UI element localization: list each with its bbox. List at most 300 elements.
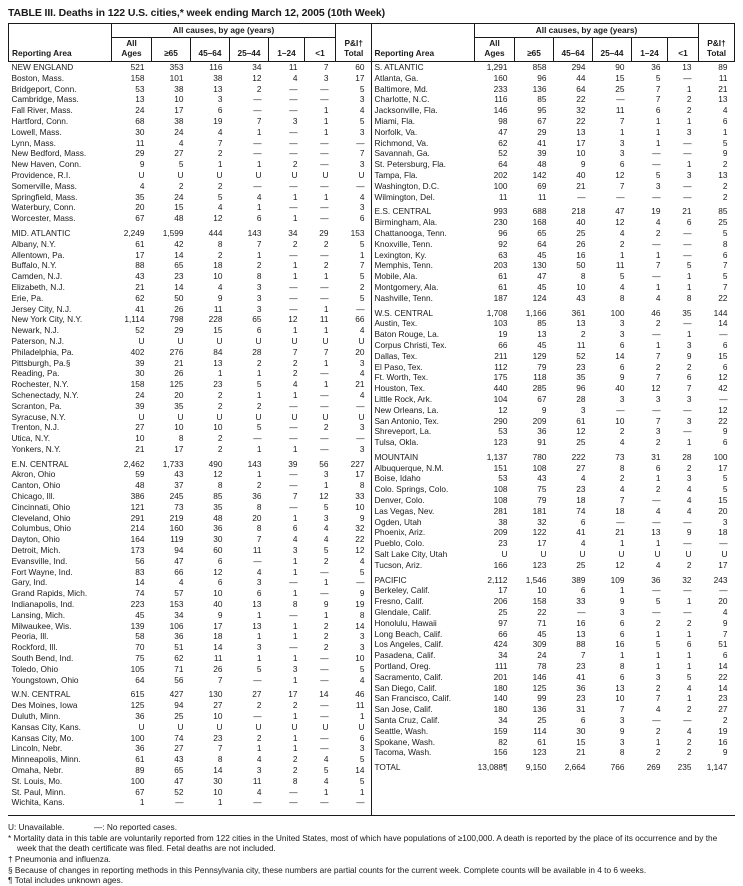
- value-cell: 39: [135, 400, 145, 411]
- value-cell: 25: [718, 217, 728, 228]
- value-cell: —: [289, 797, 298, 808]
- value-cell: U: [138, 721, 145, 732]
- col-header-under1: <1: [305, 38, 336, 62]
- value-cell: 26: [213, 663, 223, 674]
- value-cell: —: [175, 797, 184, 808]
- value-cell: 209: [532, 415, 547, 426]
- value-cell: 27: [213, 700, 223, 711]
- value-cell: 34: [288, 227, 298, 238]
- reporting-area-cell: Syracuse, N.Y.: [11, 411, 66, 422]
- value-cell: 6: [722, 339, 728, 350]
- reporting-area-cell: Providence, R.I.: [11, 169, 71, 180]
- value-cell: 281: [493, 505, 508, 516]
- value-cell: 14: [355, 620, 365, 631]
- value-cell: 3: [292, 115, 298, 126]
- value-cell: 82: [498, 736, 508, 747]
- value-cell: 4: [619, 281, 625, 292]
- value-cell: 21: [576, 180, 586, 191]
- value-cell: 10: [135, 433, 145, 444]
- value-cell: —: [289, 400, 298, 411]
- value-cell: 19: [651, 206, 661, 217]
- value-cell: 9: [217, 609, 223, 620]
- reporting-area-cell: Houston, Tex.: [374, 383, 426, 394]
- value-cell: 47: [615, 206, 625, 217]
- value-cell: 1: [292, 743, 298, 754]
- value-cell: 75: [135, 653, 145, 664]
- reporting-area-cell: Sacramento, Calif.: [374, 671, 443, 682]
- value-cell: 8: [619, 292, 625, 303]
- value-cell: 136: [532, 704, 547, 715]
- value-cell: —: [320, 292, 329, 303]
- value-cell: 2: [686, 105, 692, 116]
- reporting-area-cell: W.N. CENTRAL: [11, 689, 71, 700]
- value-cell: 50: [174, 292, 184, 303]
- value-cell: 121: [130, 501, 145, 512]
- value-cell: 4: [359, 389, 365, 400]
- value-cell: 1: [323, 325, 329, 336]
- reporting-area-cell: Las Vegas, Nev.: [374, 505, 435, 516]
- value-cell: 2: [217, 400, 223, 411]
- reporting-area-cell: San Jose, Calif.: [374, 704, 433, 715]
- value-cell: 24: [174, 191, 184, 202]
- reporting-area-cell: Wichita, Kans.: [11, 797, 65, 808]
- value-cell: U: [322, 721, 329, 732]
- value-cell: 32: [537, 516, 547, 527]
- value-cell: 1: [686, 596, 692, 607]
- reporting-area-cell: Salt Lake City, Utah: [374, 549, 448, 560]
- value-cell: 125: [130, 700, 145, 711]
- value-cell: 14: [319, 689, 329, 700]
- value-cell: 1: [359, 249, 365, 260]
- value-cell: 290: [493, 415, 508, 426]
- city-row: [372, 737, 735, 748]
- value-cell: 3: [686, 169, 692, 180]
- value-cell: 4: [359, 191, 365, 202]
- value-cell: 9: [686, 350, 692, 361]
- value-cell: 3: [619, 148, 625, 159]
- value-cell: U: [138, 335, 145, 346]
- value-cell: —: [320, 368, 329, 379]
- value-cell: 1: [655, 538, 661, 549]
- value-cell: 1: [655, 650, 661, 661]
- reporting-area-cell: Utica, N.Y.: [11, 433, 51, 444]
- value-cell: 13: [682, 62, 692, 72]
- value-cell: U: [138, 169, 145, 180]
- value-cell: 228: [208, 314, 223, 325]
- value-cell: 47: [498, 126, 508, 137]
- value-cell: 39: [135, 357, 145, 368]
- section-total-row: [372, 452, 735, 463]
- value-cell: 8: [580, 271, 586, 282]
- value-cell: 4: [686, 505, 692, 516]
- value-cell: 118: [533, 372, 547, 383]
- value-cell: 9: [722, 747, 728, 758]
- city-row: [9, 347, 372, 358]
- value-cell: 5: [619, 271, 625, 282]
- city-row: [372, 629, 735, 640]
- value-cell: —: [356, 303, 365, 314]
- value-cell: 4: [139, 180, 145, 191]
- value-cell: 243: [713, 574, 728, 585]
- value-cell: 780: [532, 451, 547, 462]
- col-header-all-ages: All Ages: [475, 38, 515, 62]
- value-cell: 35: [213, 501, 223, 512]
- value-cell: 2: [323, 238, 329, 249]
- value-cell: —: [652, 191, 661, 202]
- city-row: [9, 765, 372, 776]
- city-row: [372, 437, 735, 448]
- reporting-area-cell: Youngstown, Ohio: [11, 674, 79, 685]
- value-cell: —: [253, 674, 262, 685]
- value-cell: 1: [292, 653, 298, 664]
- value-cell: 13: [615, 682, 625, 693]
- pi-total-header: [699, 24, 735, 62]
- city-row: [9, 491, 372, 502]
- city-row: [9, 502, 372, 513]
- value-cell: —: [683, 318, 692, 329]
- reporting-area-cell: San Antonio, Tex.: [374, 415, 439, 426]
- value-cell: 4: [323, 775, 329, 786]
- value-cell: 214: [130, 523, 145, 534]
- value-cell: 6: [722, 115, 728, 126]
- value-cell: 218: [571, 206, 586, 217]
- reporting-area-cell: Honolulu, Hawaii: [374, 617, 437, 628]
- value-cell: 7: [323, 346, 329, 357]
- value-cell: 3: [359, 202, 365, 213]
- value-cell: 6: [580, 516, 586, 527]
- value-cell: U: [322, 411, 329, 422]
- city-row: [372, 506, 735, 517]
- city-row: [372, 383, 735, 394]
- value-cell: 7: [722, 281, 728, 292]
- value-cell: 230: [493, 217, 508, 228]
- value-cell: 7: [655, 260, 661, 271]
- value-cell: 2,249: [123, 227, 145, 238]
- reporting-area-cell: Paterson, N.J.: [11, 335, 65, 346]
- reporting-area-cell: St. Louis, Mo.: [11, 775, 63, 786]
- city-row: [9, 159, 372, 170]
- value-cell: —: [683, 516, 692, 527]
- value-cell: 20: [174, 389, 184, 400]
- value-cell: 71: [174, 663, 184, 674]
- reporting-area-cell: TOTAL: [374, 762, 401, 773]
- reporting-area-cell: Lynn, Mass.: [11, 137, 56, 148]
- value-cell: 2,462: [123, 458, 145, 469]
- value-cell: 2: [686, 617, 692, 628]
- value-cell: 7: [217, 743, 223, 754]
- value-cell: 7: [619, 180, 625, 191]
- value-cell: 2: [292, 765, 298, 775]
- value-cell: 19: [718, 725, 728, 736]
- reporting-area-cell: Tucson, Ariz.: [374, 559, 423, 570]
- value-cell: 159: [493, 725, 508, 736]
- city-row: [9, 711, 372, 722]
- col-header-65plus: ≥65: [515, 38, 554, 62]
- value-cell: 9: [323, 599, 329, 610]
- city-row: [9, 675, 372, 686]
- city-row: [372, 560, 735, 571]
- value-cell: U: [721, 549, 728, 560]
- reporting-area-cell: Birmingham, Ala.: [374, 217, 438, 228]
- value-cell: 30: [213, 775, 223, 786]
- city-row: [9, 271, 372, 282]
- value-cell: —: [289, 609, 298, 620]
- value-cell: 6: [619, 159, 625, 170]
- value-cell: 14: [213, 765, 223, 775]
- value-cell: 60: [355, 62, 365, 72]
- value-cell: 129: [532, 350, 547, 361]
- value-cell: —: [356, 433, 365, 444]
- value-cell: 23: [213, 379, 223, 390]
- value-cell: 427: [169, 689, 184, 700]
- value-cell: 6: [655, 105, 661, 116]
- reporting-area-header: Reporting Area: [372, 24, 475, 62]
- value-cell: 22: [576, 94, 586, 105]
- value-cell: 6: [619, 339, 625, 350]
- col-header-45-64: 45–64: [554, 38, 593, 62]
- value-cell: 15: [174, 202, 184, 213]
- value-cell: 36: [576, 682, 586, 693]
- value-cell: 43: [537, 473, 547, 484]
- value-cell: 2: [655, 361, 661, 372]
- value-cell: 119: [170, 534, 184, 545]
- value-cell: 8: [722, 238, 728, 249]
- value-cell: 139: [130, 620, 145, 631]
- value-cell: 1: [323, 609, 329, 620]
- value-cell: —: [253, 148, 262, 159]
- city-row: [372, 148, 735, 159]
- value-cell: 11: [615, 260, 625, 271]
- city-row: [372, 217, 735, 228]
- value-cell: 88: [576, 639, 586, 650]
- value-cell: 15: [576, 736, 586, 747]
- value-cell: 5: [359, 754, 365, 765]
- value-cell: 10: [576, 148, 586, 159]
- value-cell: 35: [174, 400, 184, 411]
- reporting-area-cell: Mobile, Ala.: [374, 271, 418, 282]
- value-cell: 18: [718, 527, 728, 538]
- reporting-area-cell: Washington, D.C.: [374, 180, 440, 191]
- city-row: [372, 747, 735, 758]
- table-left-half: [8, 23, 372, 815]
- value-cell: —: [719, 538, 728, 549]
- value-cell: 14: [135, 577, 145, 588]
- value-cell: 615: [130, 689, 145, 700]
- value-cell: 1: [323, 357, 329, 368]
- value-cell: 8: [686, 292, 692, 303]
- value-cell: 2: [292, 754, 298, 765]
- city-row: [9, 390, 372, 401]
- value-cell: 74: [174, 732, 184, 743]
- value-cell: 5: [722, 227, 728, 238]
- value-cell: 4: [359, 674, 365, 685]
- value-cell: 1: [292, 631, 298, 642]
- value-cell: 37: [174, 480, 184, 491]
- reporting-area-cell: Memphis, Tenn.: [374, 260, 433, 271]
- value-cell: 11: [537, 191, 547, 202]
- value-cell: 269: [646, 762, 661, 773]
- city-row: [9, 148, 372, 159]
- value-cell: 2,112: [487, 574, 508, 585]
- value-cell: 1,114: [124, 314, 145, 325]
- value-cell: —: [616, 191, 625, 202]
- value-cell: 521: [130, 62, 145, 72]
- value-cell: 14: [718, 682, 728, 693]
- reporting-area-cell: Evansville, Ind.: [11, 555, 68, 566]
- value-cell: 10: [174, 422, 184, 433]
- reporting-area-cell: Dayton, Ohio: [11, 534, 60, 545]
- reporting-area-cell: Denver, Colo.: [374, 495, 425, 506]
- value-cell: —: [683, 227, 692, 238]
- city-row: [372, 715, 735, 726]
- value-cell: 35: [576, 372, 586, 383]
- value-cell: 8: [619, 661, 625, 672]
- value-cell: 3: [256, 765, 262, 775]
- value-cell: 9: [619, 372, 625, 383]
- value-cell: 175: [493, 372, 508, 383]
- value-cell: 108: [532, 462, 547, 473]
- city-row: [372, 549, 735, 560]
- value-cell: 51: [174, 642, 184, 653]
- value-cell: 2: [655, 617, 661, 628]
- value-cell: 6: [256, 588, 262, 599]
- value-cell: —: [683, 426, 692, 437]
- value-cell: 19: [355, 599, 365, 610]
- city-row: [9, 192, 372, 203]
- value-cell: 56: [174, 674, 184, 685]
- value-cell: 31: [651, 451, 661, 462]
- value-cell: 2: [292, 357, 298, 368]
- reporting-area-cell: Norfolk, Va.: [374, 126, 418, 137]
- value-cell: 201: [493, 671, 508, 682]
- value-cell: —: [652, 148, 661, 159]
- pi-header-line2: Total: [344, 47, 364, 58]
- value-cell: 9: [541, 404, 547, 415]
- value-cell: —: [719, 585, 728, 596]
- value-cell: 1: [217, 368, 223, 379]
- value-cell: —: [683, 180, 692, 191]
- value-cell: —: [289, 469, 298, 480]
- value-cell: 71: [537, 617, 547, 628]
- value-cell: —: [683, 538, 692, 549]
- value-cell: 13,088¶: [477, 762, 508, 773]
- value-cell: 4: [359, 555, 365, 566]
- value-cell: 7: [323, 62, 329, 72]
- value-cell: 16: [576, 617, 586, 628]
- city-row: [9, 523, 372, 534]
- city-row: [372, 239, 735, 250]
- value-cell: 4: [323, 754, 329, 765]
- value-cell: 7: [619, 495, 625, 506]
- value-cell: 65: [252, 314, 262, 325]
- value-cell: 5: [655, 169, 661, 180]
- city-row: [9, 776, 372, 787]
- value-cell: 84: [213, 346, 223, 357]
- value-cell: 1: [655, 661, 661, 672]
- value-cell: 6: [580, 585, 586, 596]
- value-cell: 1,546: [525, 574, 547, 585]
- value-cell: 1: [139, 797, 145, 808]
- value-cell: 1,708: [486, 307, 508, 318]
- value-cell: 4: [619, 227, 625, 238]
- value-cell: 60: [213, 545, 223, 556]
- value-cell: 13: [537, 329, 547, 340]
- value-cell: —: [289, 105, 298, 116]
- value-cell: 48: [213, 512, 223, 523]
- value-cell: —: [320, 180, 329, 191]
- value-cell: —: [289, 202, 298, 213]
- reporting-area-cell: New York City, N.Y.: [11, 314, 83, 325]
- value-cell: 1: [686, 83, 692, 94]
- value-cell: —: [289, 303, 298, 314]
- value-cell: U: [177, 335, 184, 346]
- value-cell: 1,147: [706, 762, 728, 773]
- reporting-area-cell: Akron, Ohio: [11, 469, 56, 480]
- value-cell: 130: [208, 689, 223, 700]
- page-title: TABLE III. Deaths in 122 U.S. cities,* week ending March 12, 2005 (10th Week): [8, 7, 386, 19]
- value-cell: 7: [722, 628, 728, 639]
- value-cell: —: [320, 281, 329, 292]
- value-cell: 202: [493, 169, 508, 180]
- value-cell: 245: [169, 491, 184, 502]
- city-row: [372, 517, 735, 528]
- value-cell: —: [616, 516, 625, 527]
- value-cell: 5: [359, 663, 365, 674]
- value-cell: 2: [655, 747, 661, 758]
- city-row: [9, 73, 372, 84]
- value-cell: 22: [718, 415, 728, 426]
- value-cell: 114: [533, 725, 547, 736]
- value-cell: 21: [615, 527, 625, 538]
- value-cell: 6: [619, 671, 625, 682]
- value-cell: 6: [686, 639, 692, 650]
- value-cell: 70: [135, 642, 145, 653]
- city-row: [9, 797, 372, 808]
- city-row: [372, 351, 735, 362]
- value-cell: 3: [655, 393, 661, 404]
- value-cell: 32: [576, 105, 586, 116]
- city-row: [372, 94, 735, 105]
- reporting-area-cell: Bridgeport, Conn.: [11, 83, 77, 94]
- value-cell: 25: [537, 715, 547, 726]
- value-cell: 2: [686, 462, 692, 473]
- value-cell: 8: [619, 462, 625, 473]
- value-cell: —: [320, 663, 329, 674]
- value-cell: U: [291, 169, 298, 180]
- value-cell: U: [216, 169, 223, 180]
- value-cell: —: [289, 249, 298, 260]
- value-cell: 1: [619, 126, 625, 137]
- legend-row: [8, 822, 735, 833]
- value-cell: 124: [532, 292, 547, 303]
- value-cell: 12: [213, 469, 223, 480]
- value-cell: 1: [256, 443, 262, 454]
- reporting-area-cell: San Francisco, Calif.: [374, 693, 452, 704]
- value-cell: 4: [256, 566, 262, 577]
- value-cell: 2: [655, 318, 661, 329]
- value-cell: 9: [217, 292, 223, 303]
- city-row: [9, 358, 372, 369]
- city-row: [9, 664, 372, 675]
- value-cell: 73: [615, 451, 625, 462]
- value-cell: 1: [686, 159, 692, 170]
- value-cell: 13: [213, 83, 223, 94]
- reporting-area-cell: Long Beach, Calif.: [374, 628, 443, 639]
- value-cell: 3: [619, 329, 625, 340]
- legend-no-cases: —: No reported cases.: [94, 822, 178, 833]
- value-cell: 13: [213, 357, 223, 368]
- value-cell: 2: [217, 148, 223, 159]
